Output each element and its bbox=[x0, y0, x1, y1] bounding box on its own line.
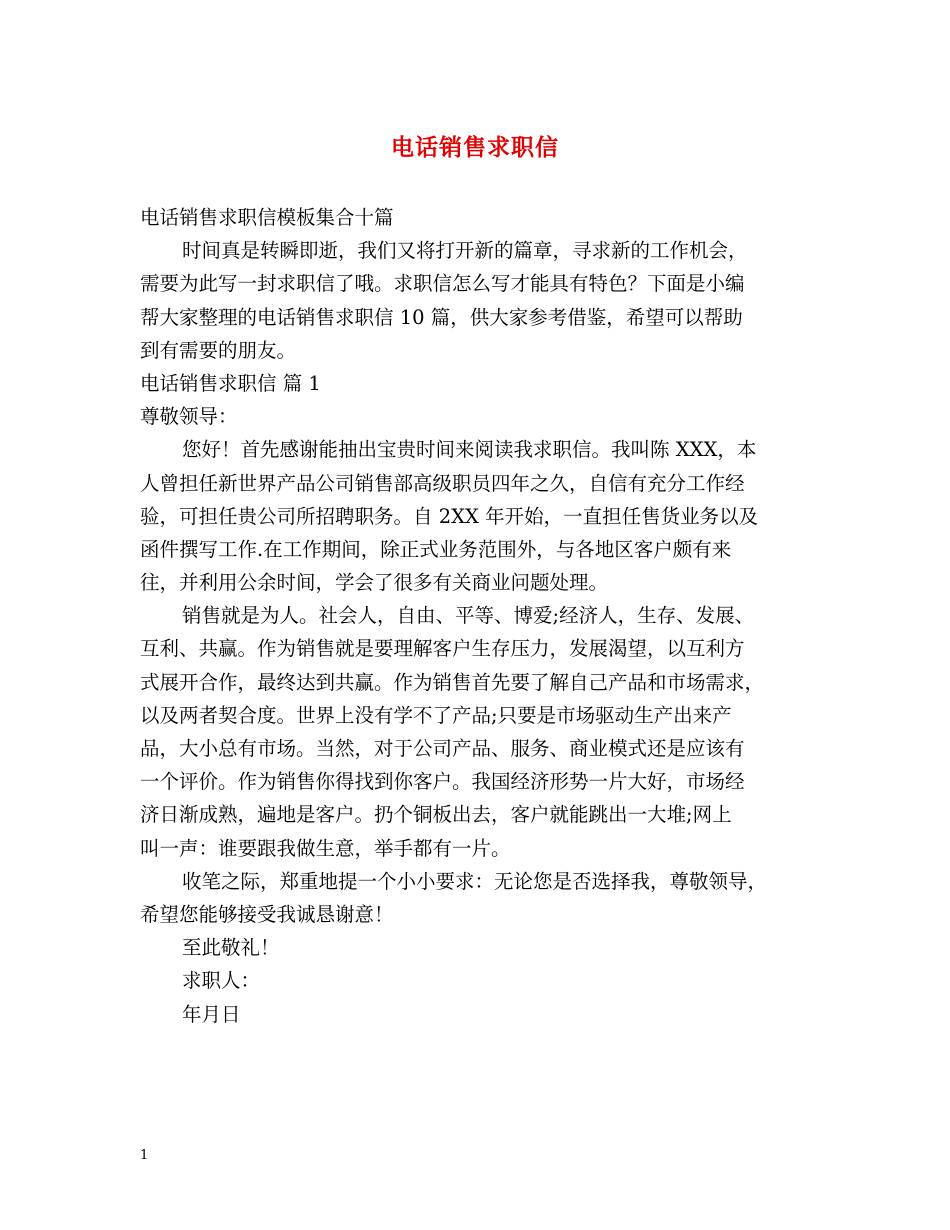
body-line: 济日渐成熟，遍地是客户。扔个铜板出去，客户就能跳出一大堆;网上 bbox=[140, 803, 732, 827]
body-line: 需要为此写一封求职信了哦。求职信怎么写才能具有特色？下面是小编 bbox=[140, 272, 745, 296]
date-line: 年月日 bbox=[182, 1002, 241, 1026]
body-line: 以及两者契合度。世界上没有学不了产品;只要是市场驱动生产出来产 bbox=[140, 703, 732, 727]
body-line: 互利、共赢。作为销售就是要理解客户生存压力，发展渴望，以互利方 bbox=[140, 637, 745, 661]
body-line: 一个评价。作为销售你得找到你客户。我国经济形势一片大好，市场经 bbox=[140, 770, 745, 794]
body-line: 您好！首先感谢能抽出宝贵时间来阅读我求职信。我叫陈 XXX，本 bbox=[182, 438, 757, 462]
signature-line: 求职人： bbox=[182, 969, 261, 993]
page-number: 1 bbox=[140, 1148, 149, 1163]
body-line: 帮大家整理的电话销售求职信 10 篇，供大家参考借鉴，希望可以帮助 bbox=[140, 305, 743, 329]
body-line: 往，并利用公余时间，学会了很多有关商业问题处理。 bbox=[140, 571, 609, 595]
body-line: 叫一声：谁要跟我做生意，举手都有一片。 bbox=[140, 836, 511, 860]
section-heading: 电话销售求职信 篇 1 bbox=[140, 371, 321, 395]
body-line: 到有需要的朋友。 bbox=[140, 338, 297, 362]
body-line: 验，可担任贵公司所招聘职务。自 2XX 年开始，一直担任售货业务以及 bbox=[140, 504, 759, 528]
document-title: 电话销售求职信 bbox=[391, 134, 559, 161]
body-line: 人曾担任新世界产品公司销售部高级职员四年之久，自信有充分工作经 bbox=[140, 471, 745, 495]
body-line: 收笔之际，郑重地提一个小小要求：无论您是否选择我，尊敬领导， bbox=[182, 869, 768, 893]
body-line: 式展开合作，最终达到共赢。作为销售首先要了解自己产品和市场需求， bbox=[140, 670, 765, 694]
body-line: 时间真是转瞬即逝，我们又将打开新的篇章，寻求新的工作机会， bbox=[182, 239, 748, 263]
body-line: 电话销售求职信模板集合十篇 bbox=[140, 206, 394, 229]
document-body bbox=[140, 201, 825, 1031]
body-line: 品，大小总有市场。当然，对于公司产品、服务、商业模式还是应该有 bbox=[140, 737, 745, 760]
body-line: 销售就是为人。社会人，自由、平等、博爱;经济人，生存、发展、 bbox=[182, 604, 755, 628]
body-line: 希望您能够接受我诚恳谢意！ bbox=[140, 902, 394, 926]
body-line: 函件撰写工作.在工作期间，除正式业务范围外，与各地区客户颇有来 bbox=[140, 537, 732, 561]
salutation: 尊敬领导： bbox=[140, 405, 238, 429]
closing-line: 至此敬礼！ bbox=[182, 936, 280, 960]
